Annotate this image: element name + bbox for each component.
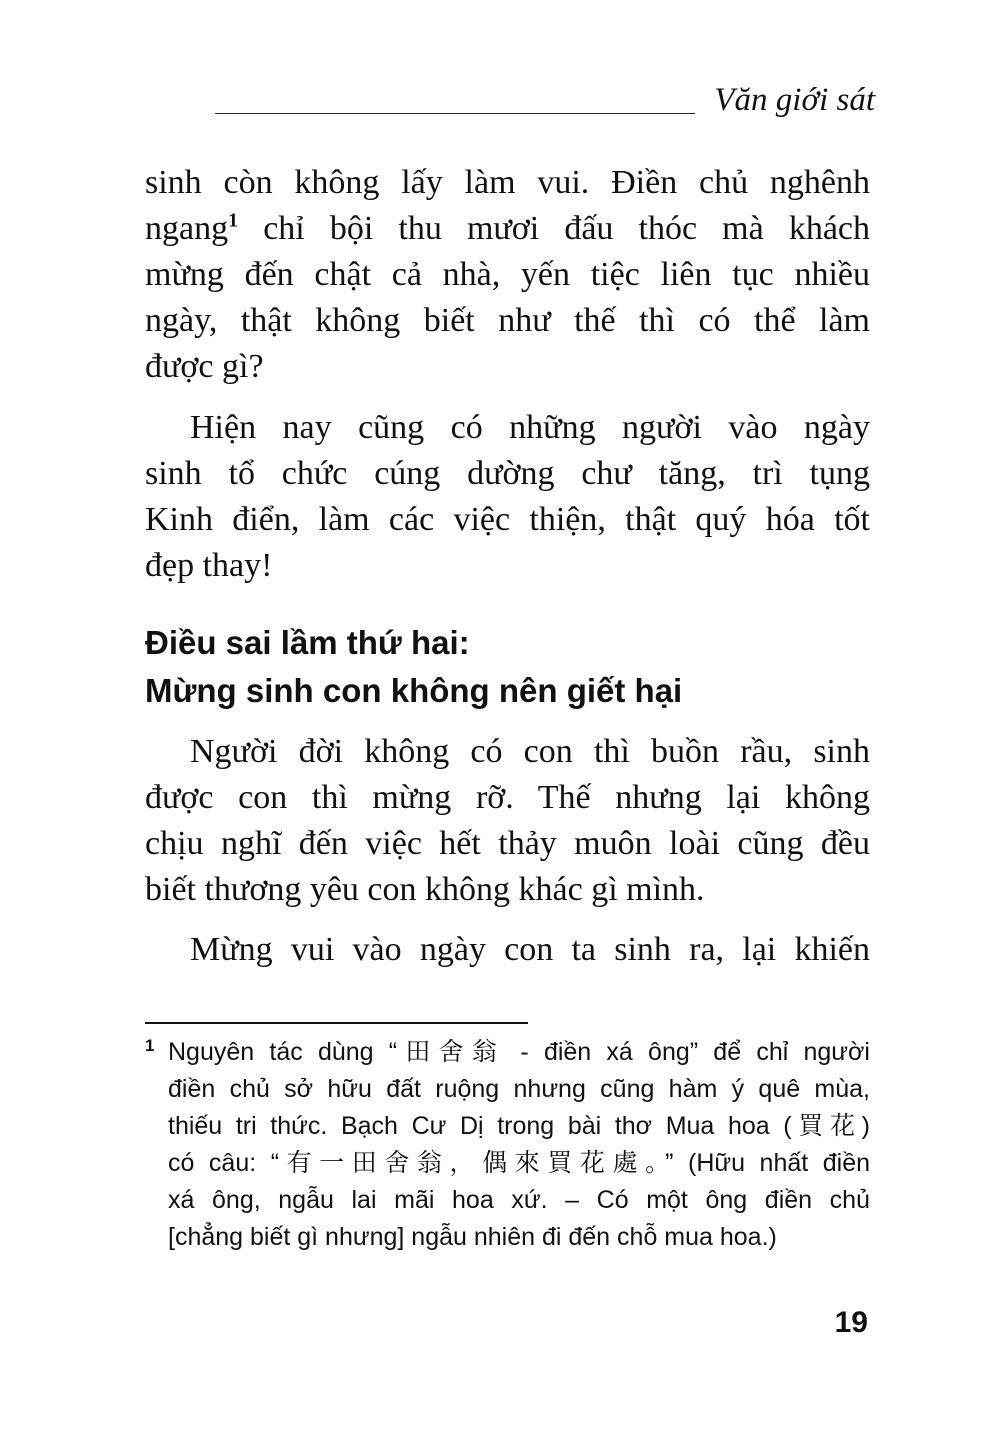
footnote-mark: 1: [145, 1036, 155, 1055]
heading-line-2: Mừng sinh con không nên giết hại: [145, 672, 683, 709]
paragraph-line: chịu nghĩ đến việc hết thảy muôn loài cũng đều: [145, 825, 870, 862]
paragraph-line: ngày, thật không biết như thế thì có thể làm: [145, 302, 870, 339]
footnote-body: [168, 1034, 870, 1256]
header-rule: [215, 113, 695, 114]
paragraph-line: Mừng vui vào ngày con ta sinh ra, lại khiến: [190, 931, 870, 968]
paragraph-line: được con thì mừng rỡ. Thế nhưng lại không: [145, 779, 870, 816]
page-number: 19: [834, 1306, 868, 1339]
paragraph-line: được gì?: [145, 348, 264, 385]
footnote-line: thiếu tri thức. Bạch Cư Dị trong bài thơ Mua hoa (買花): [168, 1112, 870, 1140]
paragraph-4: [145, 927, 870, 973]
footnote-divider: [145, 1022, 528, 1024]
heading-line-1: Điều sai lầm thứ hai:: [145, 624, 470, 661]
paragraph-3: [145, 729, 870, 913]
paragraph-text: ngang: [145, 210, 229, 247]
paragraph-line: sinh còn không lấy làm vui. Điền chủ nghênh: [145, 164, 870, 201]
paragraph-line: đẹp thay!: [145, 547, 273, 584]
paragraph-2: [145, 405, 870, 589]
paragraph-line: Kinh điển, làm các việc thiện, thật quý hóa tốt: [145, 501, 870, 538]
paragraph-line: mừng đến chật cả nhà, yến tiệc liên tục nhiều: [145, 256, 870, 293]
paragraph-line: Hiện nay cũng có những người vào ngày: [190, 409, 870, 446]
running-header: [215, 76, 875, 120]
paragraph-line: [145, 206, 870, 252]
footnote: [145, 1034, 870, 1256]
footnote-line: điền chủ sở hữu đất ruộng nhưng cũng hàm ý quê mùa,: [168, 1075, 870, 1103]
footnote-line: [chẳng biết gì nhưng] ngẫu nhiên đi đến chỗ mua hoa.): [168, 1223, 777, 1251]
paragraph-text: chỉ bội thu mươi đấu thóc mà khách: [238, 210, 870, 247]
section-heading: [145, 619, 870, 715]
footnote-line: xá ông, ngẫu lai mãi hoa xứ. – Có một ông điền chủ: [168, 1186, 870, 1214]
running-title: Văn giới sát: [714, 82, 875, 118]
paragraph-1: [145, 160, 870, 390]
paragraph-line: biết thương yêu con không khác gì mình.: [145, 871, 705, 908]
footnote-line: Nguyên tác dùng “田舍翁 - điền xá ông” để chỉ người: [168, 1038, 870, 1066]
footnote-line: có câu: “有一田舍翁，偶來買花處。” (Hữu nhất điền: [168, 1149, 870, 1177]
footnote-reference[interactable]: 1: [228, 209, 239, 232]
paragraph-line: Người đời không có con thì buồn rầu, sinh: [190, 733, 870, 770]
paragraph-line: sinh tổ chức cúng dường chư tăng, trì tụng: [145, 455, 870, 492]
